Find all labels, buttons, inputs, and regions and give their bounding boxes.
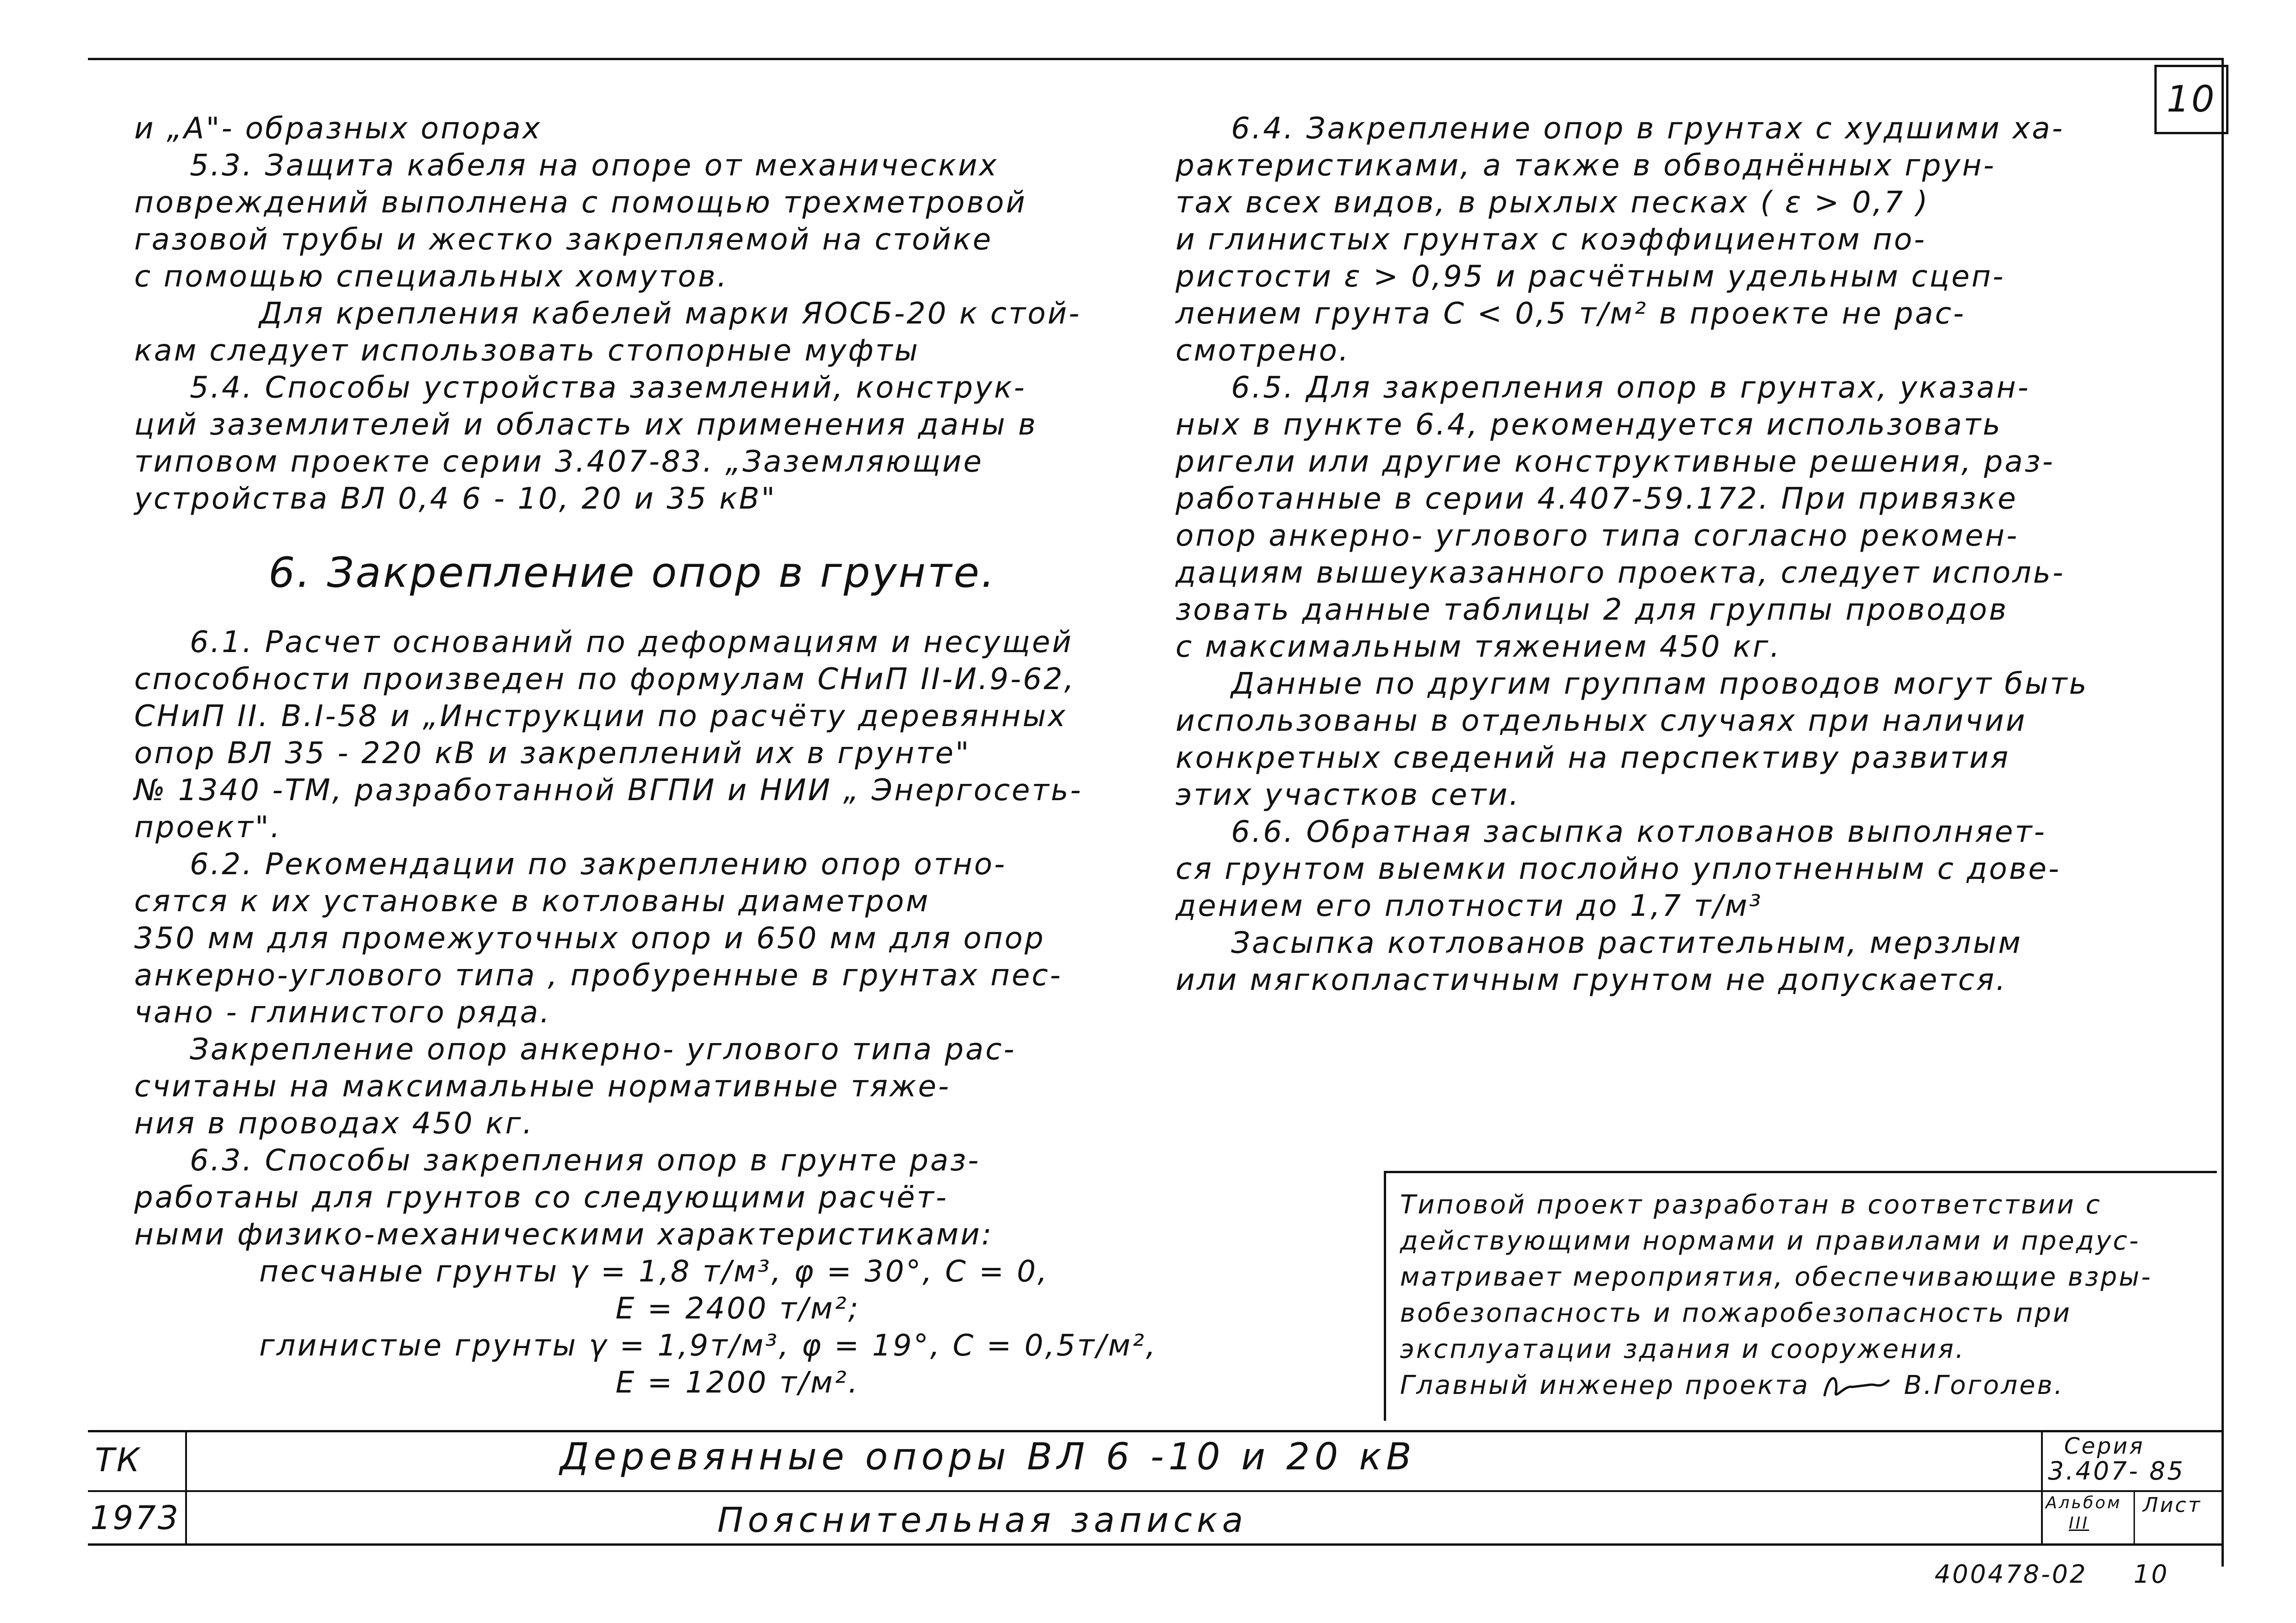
text-line: Для крепления кабелей марки ЯОСБ-20 к стой- bbox=[259, 297, 1082, 331]
text-line: № 1340 -ТМ, разработанной ВГПИ и НИИ „ Энергосеть- bbox=[134, 773, 1083, 808]
text-line: устройства ВЛ 0,4 6 - 10, 20 и 35 кВ" bbox=[134, 482, 777, 516]
text-line: кам следует использовать стопорные муфты bbox=[134, 334, 920, 368]
note-line: эксплуатации здания и сооружения. bbox=[1400, 1334, 1966, 1364]
text-line: смотрено. bbox=[1176, 334, 1350, 368]
formula-line: Е = 1200 т/м². bbox=[616, 1366, 860, 1400]
series-label: Серия bbox=[2064, 1433, 2145, 1459]
text-line: с максимальным тяжением 450 кг. bbox=[1176, 630, 1781, 664]
chief-engineer-label: Главный инженер проекта bbox=[1400, 1370, 1810, 1400]
text-line: с помощью специальных хомутов. bbox=[134, 260, 728, 294]
formula-line: глинистые грунты γ = 1,9т/м³, φ = 19°, С = 0,5т/м², bbox=[259, 1329, 1157, 1363]
text-line: и „А"- образных опорах bbox=[134, 112, 542, 146]
text-line: или мягкопластичным грунтом не допускается. bbox=[1176, 963, 2007, 997]
text-line: газовой трубы и жестко закрепляемой на стойке bbox=[134, 223, 993, 257]
text-line: ния в проводах 450 кг. bbox=[134, 1107, 534, 1141]
titleblock-mid-line bbox=[88, 1490, 2224, 1492]
text-line: 5.4. Способы устройства заземлений, конструк- bbox=[190, 371, 1027, 405]
text-line: ся грунтом выемки послойно уплотненным с дове- bbox=[1176, 852, 2061, 886]
text-line: и глинистых грунтах с коэффициентом по- bbox=[1176, 223, 1927, 257]
text-line: 350 мм для промежуточных опор и 650 мм для опор bbox=[134, 921, 1045, 956]
text-line: опор ВЛ 35 - 220 кВ и закреплений их в грунте" bbox=[134, 736, 971, 771]
text-line: конкретных сведений на перспективу развития bbox=[1176, 741, 2010, 775]
text-line: сятся к их установке в котлованы диаметром bbox=[134, 884, 930, 919]
text-line: 6.6. Обратная засыпка котлованов выполняет- bbox=[1231, 815, 2047, 849]
text-line: зовать данные таблицы 2 для группы проводов bbox=[1176, 593, 2009, 627]
document-code: 400478-02 bbox=[1935, 1560, 2088, 1589]
text-line: 6.5. Для закрепления опор в грунтах, указан- bbox=[1231, 371, 2030, 405]
text-line: 6.4. Закрепление опор в грунтах с худшими ха- bbox=[1231, 112, 2065, 146]
right-border bbox=[2221, 58, 2224, 1567]
text-line: проект". bbox=[134, 810, 282, 845]
note-line: Типовой проект разработан в соответствии с bbox=[1400, 1190, 2102, 1220]
text-line: лением грунта С < 0,5 т/м² в проекте не рас- bbox=[1176, 297, 1966, 331]
text-line: ций заземлителей и область их применения даны в bbox=[134, 408, 1038, 442]
text-line: опор анкерно- углового типа согласно рекомен- bbox=[1176, 519, 2019, 553]
text-line: Данные по другим группам проводов могут быть bbox=[1231, 667, 2089, 701]
text-line: повреждений выполнена с помощью трехметровой bbox=[134, 186, 1027, 220]
text-line: считаны на максимальные нормативные тяже- bbox=[134, 1070, 951, 1104]
signature-line bbox=[1400, 1368, 2208, 1404]
text-line: ристости ε > 0,95 и расчётным удельным сцеп- bbox=[1176, 260, 2005, 294]
note-line: матривает мероприятия, обеспечивающие взры- bbox=[1400, 1262, 2153, 1292]
formula-line: песчаные грунты γ = 1,8 т/м³, φ = 30°, С = 0, bbox=[259, 1255, 1049, 1289]
drawing-subtitle: Пояснительная записка bbox=[717, 1500, 1248, 1540]
text-line: типовом проекте серии 3.407-83. „Заземляющие bbox=[134, 445, 983, 479]
text-line: 5.3. Защита кабеля на опоре от механических bbox=[190, 149, 999, 183]
signature-icon bbox=[1820, 1371, 1894, 1403]
titleblock-top-line bbox=[88, 1430, 2224, 1432]
text-line: использованы в отдельных случаях при наличии bbox=[1176, 704, 2027, 738]
titleblock-left-divider bbox=[185, 1430, 187, 1546]
compliance-note bbox=[1384, 1171, 2217, 1421]
text-line: СНиП II. В.I-58 и „Инструкции по расчёту деревянных bbox=[134, 699, 1067, 734]
text-line: ных в пункте 6.4, рекомендуется использовать bbox=[1176, 408, 2002, 442]
note-line: действующими нормами и правилами и предус- bbox=[1400, 1226, 2140, 1256]
note-line: вобезопасность и пожаробезопасность при bbox=[1400, 1298, 2072, 1328]
text-line: Засыпка котлованов растительным, мерзлым bbox=[1231, 926, 2022, 960]
text-line: чано - глинистого ряда. bbox=[134, 995, 552, 1030]
year: 1973 bbox=[90, 1499, 180, 1537]
org-code: ТК bbox=[95, 1441, 142, 1479]
sheet-number: 10 bbox=[2154, 65, 2228, 134]
section-heading: 6. Закрепление опор в грунте. bbox=[268, 548, 996, 597]
text-line: 6.3. Способы закрепления опор в грунте раз- bbox=[190, 1144, 981, 1178]
text-line: этих участков сети. bbox=[1176, 778, 1521, 812]
text-line: 6.1. Расчет оснований по деформациям и несущей bbox=[190, 625, 1073, 659]
text-line: работаны для грунтов со следующими расчёт- bbox=[134, 1181, 948, 1215]
formula-line: Е = 2400 т/м²; bbox=[616, 1292, 860, 1326]
text-line: Закрепление опор анкерно- углового типа рас- bbox=[190, 1032, 1016, 1067]
text-line: анкерно-углового типа , пробуренные в грунтах пес- bbox=[134, 958, 1063, 993]
top-border bbox=[88, 58, 2224, 60]
text-line: ными физико-механическими характеристиками: bbox=[134, 1218, 994, 1252]
right-column bbox=[1176, 110, 2208, 999]
sheet-label: Лист bbox=[2143, 1493, 2202, 1517]
chief-engineer-name: В.Гоголев. bbox=[1904, 1370, 2065, 1400]
titleblock-right-divider bbox=[2041, 1430, 2043, 1546]
series-value: 3.407- 85 bbox=[2048, 1456, 2185, 1486]
text-line: ригели или другие конструктивные решения, раз- bbox=[1176, 445, 2055, 479]
titleblock-bottom-line bbox=[88, 1543, 2224, 1546]
text-line: 6.2. Рекомендации по закреплению опор отно- bbox=[190, 847, 1007, 882]
left-column bbox=[134, 110, 1157, 1401]
album-sheet-divider bbox=[2134, 1490, 2135, 1543]
drawing-title: Деревянные опоры ВЛ 6 -10 и 20 кВ bbox=[560, 1435, 1416, 1478]
text-line: рактеристиками, а также в обводнённых грун- bbox=[1176, 149, 1996, 183]
text-line: работанные в серии 4.407-59.172. При привязке bbox=[1176, 482, 2018, 516]
text-line: способности произведен по формулам СНиП II-И.9-62, bbox=[134, 662, 1076, 696]
text-line: дением его плотности до 1,7 т/м³ bbox=[1176, 889, 1763, 923]
album-value: III bbox=[2069, 1514, 2089, 1533]
text-line: тах всех видов, в рыхлых песках ( ε > 0,7 ) bbox=[1176, 186, 1929, 220]
album-label: Альбом bbox=[2046, 1493, 2122, 1512]
text-line: дациям вышеуказанного проекта, следует исполь- bbox=[1176, 556, 2065, 590]
footer-page-number: 10 bbox=[2134, 1560, 2169, 1589]
